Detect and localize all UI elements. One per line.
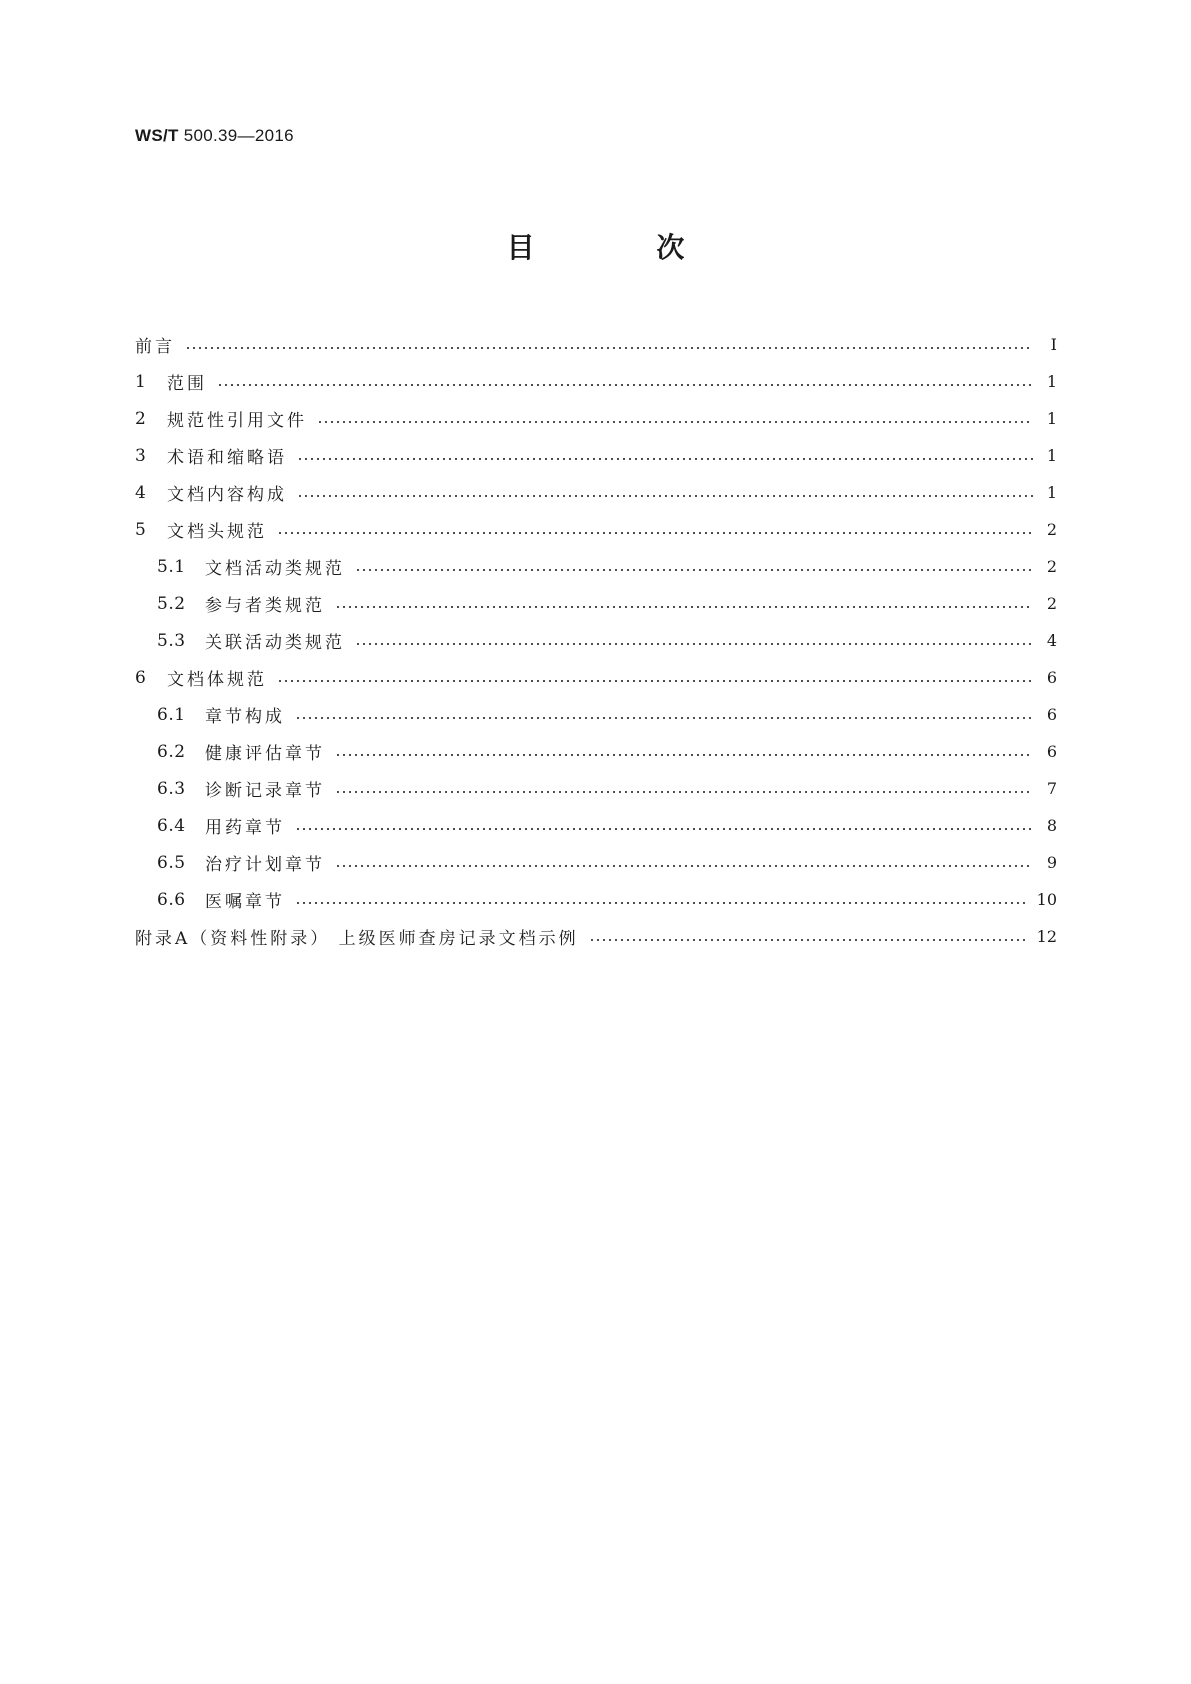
toc-dot-leader — [277, 532, 1033, 534]
toc-entry-number: 6.6 — [157, 889, 186, 910]
toc-entry-label: 规范性引用文件 — [167, 411, 307, 431]
toc-entry[interactable] — [135, 659, 1057, 696]
toc-dot-leader — [295, 828, 1033, 830]
toc-entry-page: 6 — [1046, 668, 1057, 687]
toc-entry[interactable] — [135, 622, 1057, 659]
toc-entry-number: 6.1 — [157, 704, 186, 725]
toc-entry-number: 5.3 — [157, 630, 186, 651]
toc-entry-page: 1 — [1046, 409, 1057, 428]
toc-entry-page: 12 — [1036, 927, 1057, 946]
toc-dot-leader — [317, 421, 1033, 423]
toc-entry-number: 6.4 — [157, 815, 186, 836]
toc-entry-label: 关联活动类规范 — [205, 633, 345, 653]
toc-dot-leader — [297, 458, 1033, 460]
toc-entry-number: 3 — [135, 445, 147, 466]
toc-dot-leader — [295, 717, 1033, 719]
toc-entry-number: 5.2 — [157, 593, 186, 614]
toc-entry-number: 6.3 — [157, 778, 186, 799]
toc-entry[interactable] — [135, 881, 1057, 918]
toc-entry[interactable] — [135, 474, 1057, 511]
toc-dot-leader — [185, 347, 1033, 349]
toc-entry-page: 4 — [1046, 631, 1057, 650]
toc-entry-label: 前言 — [135, 337, 175, 357]
toc-dot-leader — [355, 643, 1033, 645]
toc-dot-leader — [335, 791, 1033, 793]
toc-entry-page: 6 — [1046, 705, 1057, 724]
toc-entry-number: 6 — [135, 667, 147, 688]
toc-dot-leader — [217, 384, 1033, 386]
toc-entry-label: 文档体规范 — [167, 670, 267, 690]
toc-entry-number: 1 — [135, 371, 147, 392]
toc-entry-page: 2 — [1046, 557, 1057, 576]
toc-entry[interactable] — [135, 326, 1057, 363]
toc-entry-label: 附录A（资料性附录） 上级医师查房记录文档示例 — [135, 929, 579, 949]
toc-entry[interactable] — [135, 585, 1057, 622]
toc-entry[interactable] — [135, 770, 1057, 807]
toc-entry-number: 2 — [135, 408, 147, 429]
toc-dot-leader — [355, 569, 1033, 571]
toc-entry-page: 1 — [1046, 483, 1057, 502]
toc-entry-label: 术语和缩略语 — [167, 448, 287, 468]
toc-entry[interactable] — [135, 511, 1057, 548]
toc-entry-page: 2 — [1046, 594, 1057, 613]
toc-entry[interactable] — [135, 696, 1057, 733]
toc-entry-label: 诊断记录章节 — [205, 781, 325, 801]
toc-entry-label: 范围 — [167, 374, 207, 394]
standard-prefix: WS/T — [135, 126, 179, 145]
toc-entry-number: 6.2 — [157, 741, 186, 762]
toc-entry[interactable] — [135, 844, 1057, 881]
toc-entry-label: 参与者类规范 — [205, 596, 325, 616]
toc-entry-number: 4 — [135, 482, 147, 503]
toc-entry-page: Ⅰ — [1050, 335, 1057, 354]
toc-entry[interactable] — [135, 548, 1057, 585]
toc-entry-page: 7 — [1046, 779, 1057, 798]
toc-dot-leader — [335, 754, 1033, 756]
toc-entry-label: 用药章节 — [205, 818, 285, 838]
toc-dot-leader — [277, 680, 1033, 682]
toc-entry[interactable] — [135, 400, 1057, 437]
toc-entry-label: 文档内容构成 — [167, 485, 287, 505]
toc-entry-number: 6.5 — [157, 852, 186, 873]
toc-entry-page: 6 — [1046, 742, 1057, 761]
page-title: 目 次 — [506, 231, 741, 264]
toc-entry[interactable] — [135, 363, 1057, 400]
toc-entry-page: 1 — [1046, 446, 1057, 465]
toc-entry-label: 文档头规范 — [167, 522, 267, 542]
toc-entry[interactable] — [135, 918, 1057, 955]
toc-entry-number: 5.1 — [157, 556, 186, 577]
toc-entry-label: 章节构成 — [205, 707, 285, 727]
toc-dot-leader — [295, 902, 1027, 904]
toc-entry-number: 5 — [135, 519, 147, 540]
toc-entry-label: 文档活动类规范 — [205, 559, 345, 579]
toc-entry-page: 10 — [1036, 890, 1057, 909]
toc-entry[interactable] — [135, 437, 1057, 474]
toc-entry-label: 健康评估章节 — [205, 744, 325, 764]
toc-dot-leader — [335, 606, 1033, 608]
toc-entry-label: 治疗计划章节 — [205, 855, 325, 875]
toc-dot-leader — [297, 495, 1033, 497]
toc-entry-label: 医嘱章节 — [205, 892, 285, 912]
toc-entry[interactable] — [135, 807, 1057, 844]
standard-code: 500.39—2016 — [183, 126, 294, 145]
toc-dot-leader — [589, 939, 1027, 941]
toc-entry-page: 1 — [1046, 372, 1057, 391]
toc-dot-leader — [335, 865, 1033, 867]
toc-entry-page: 2 — [1046, 520, 1057, 539]
toc-entry-page: 8 — [1046, 816, 1057, 835]
standard-number — [135, 126, 294, 146]
table-of-contents — [135, 326, 1057, 955]
toc-entry-page: 9 — [1046, 853, 1057, 872]
toc-entry[interactable] — [135, 733, 1057, 770]
